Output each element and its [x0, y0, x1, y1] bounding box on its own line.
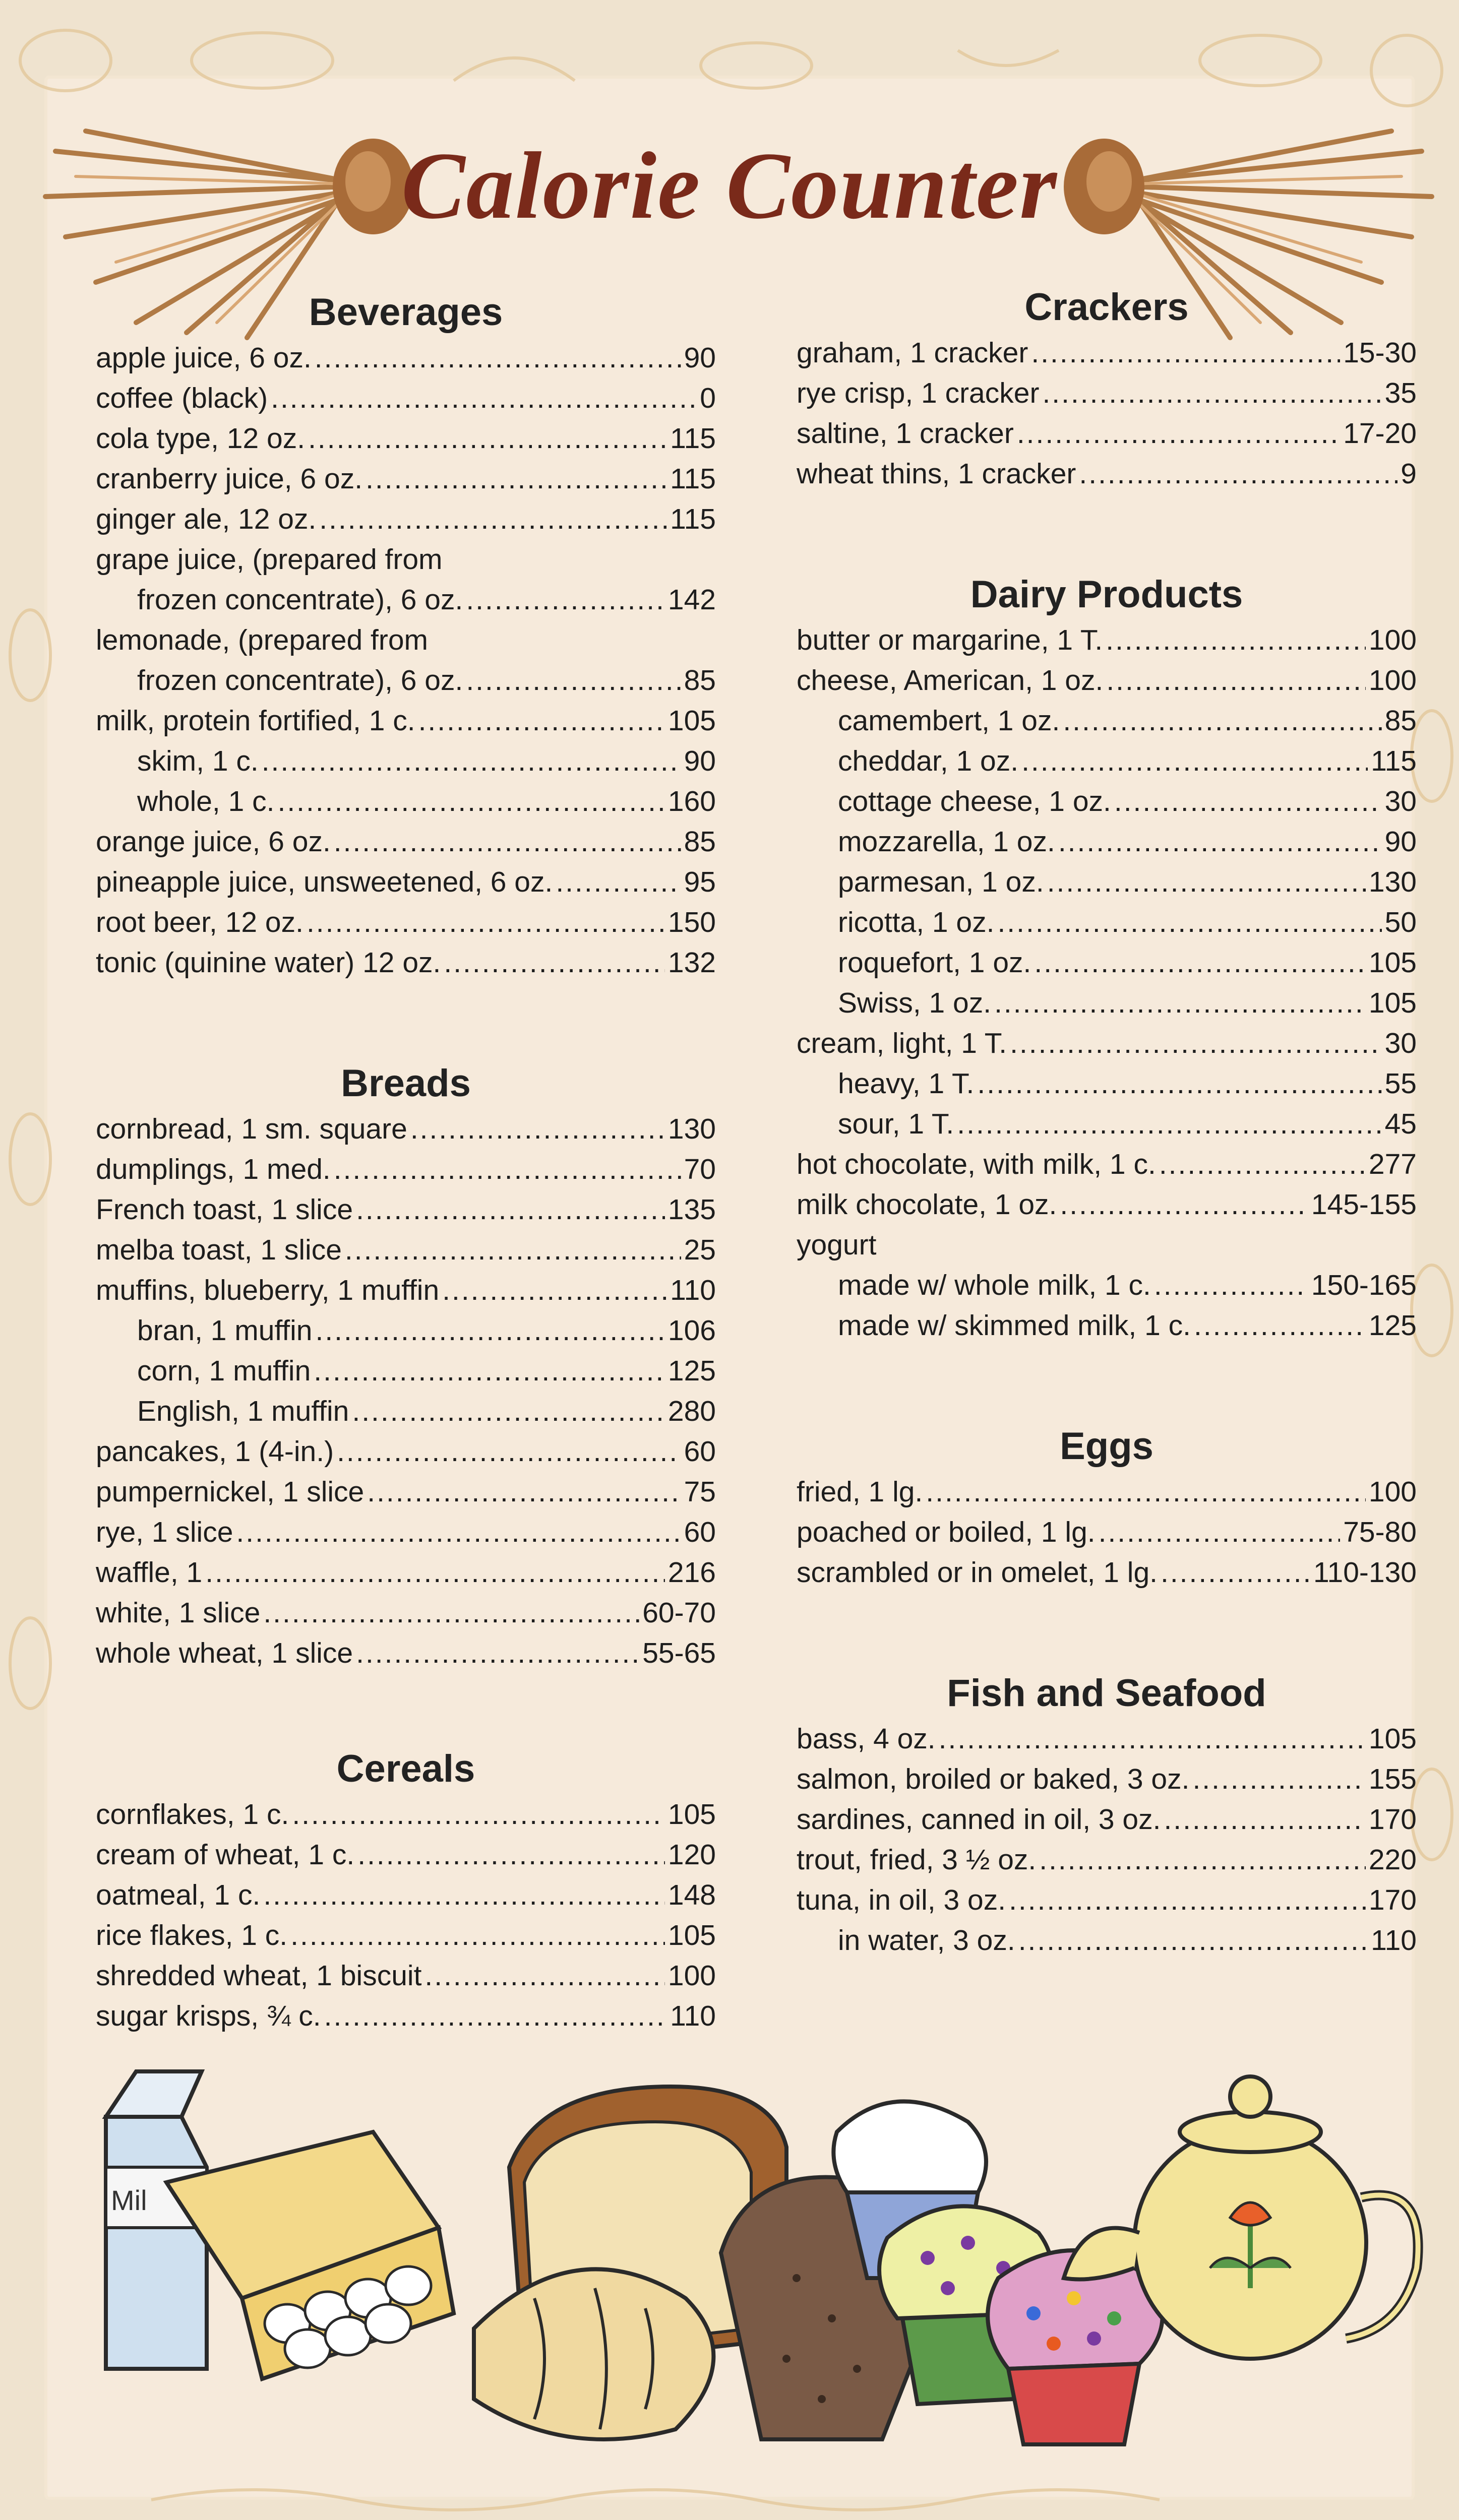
item-label: sugar krisps, ¾ c. — [96, 2000, 321, 2032]
calorie-value: 90 — [1384, 826, 1417, 858]
item-label: tuna, in oil, 3 oz. — [797, 1884, 1006, 1916]
dot-leader — [1010, 1023, 1381, 1063]
dot-leader — [277, 781, 664, 822]
calorie-value: 45 — [1384, 1108, 1417, 1140]
calorie-item — [96, 1835, 716, 1875]
dot-leader — [1106, 660, 1366, 701]
calorie-item — [797, 1920, 1417, 1961]
calorie-item — [96, 781, 716, 822]
section-dairy — [797, 570, 1417, 1346]
calorie-value: 220 — [1368, 1844, 1417, 1876]
calorie-item — [797, 620, 1417, 660]
calorie-item — [96, 1794, 716, 1835]
item-label: camembert, 1 oz. — [838, 705, 1060, 737]
dot-leader — [337, 1431, 681, 1472]
section-title-breads: Breads — [341, 1062, 471, 1105]
dot-leader — [442, 1270, 667, 1310]
calorie-value: 30 — [1384, 785, 1417, 817]
item-label: cornbread, 1 sm. square — [96, 1113, 407, 1145]
calorie-value: 110 — [1371, 1924, 1417, 1957]
item-label: rye, 1 slice — [96, 1516, 233, 1548]
dot-leader — [1194, 1305, 1366, 1346]
dot-leader — [1018, 1920, 1368, 1961]
calorie-value: 105 — [1368, 947, 1417, 979]
calorie-value: 75-80 — [1343, 1516, 1417, 1548]
item-label: cornflakes, 1 c. — [96, 1798, 289, 1831]
calorie-item — [797, 781, 1417, 822]
calorie-item — [96, 620, 716, 660]
calorie-value: 100 — [667, 1960, 716, 1992]
calorie-item — [797, 1512, 1417, 1552]
calorie-value: 60 — [684, 1516, 716, 1548]
calorie-item — [96, 741, 716, 781]
calorie-item — [96, 1472, 716, 1512]
item-label: scrambled or in omelet, 1 lg. — [797, 1556, 1158, 1589]
item-label: fried, 1 lg. — [797, 1476, 923, 1508]
dot-leader — [315, 1310, 664, 1351]
calorie-item — [96, 1593, 716, 1633]
dot-leader — [263, 1875, 665, 1915]
calorie-item — [797, 983, 1417, 1023]
calorie-value: 15-30 — [1343, 337, 1417, 369]
dot-leader — [1161, 1552, 1310, 1593]
item-label: wheat thins, 1 cracker — [797, 458, 1076, 490]
dot-leader — [334, 1149, 681, 1189]
section-breads — [96, 1058, 716, 1673]
calorie-item — [96, 338, 716, 378]
dot-leader — [444, 942, 665, 983]
calorie-item — [96, 1351, 716, 1391]
calorie-value: 100 — [1368, 1476, 1417, 1508]
calorie-value: 106 — [667, 1314, 716, 1347]
page-title: Calorie Counter — [401, 133, 1058, 239]
calorie-item — [797, 862, 1417, 902]
dot-leader — [1099, 1512, 1341, 1552]
dot-leader — [977, 1063, 1381, 1104]
item-label: made w/ whole milk, 1 c. — [838, 1269, 1151, 1301]
dot-leader — [1192, 1759, 1365, 1799]
dot-leader — [1017, 413, 1340, 454]
calorie-item — [797, 660, 1417, 701]
calorie-value: 125 — [667, 1355, 716, 1387]
dot-leader — [271, 378, 697, 418]
section-title-fish: Fish and Seafood — [947, 1672, 1266, 1715]
calorie-item — [797, 701, 1417, 741]
calorie-value: 110-130 — [1313, 1556, 1417, 1589]
dot-leader — [307, 902, 665, 942]
calorie-item — [96, 1875, 716, 1915]
item-label: pumpernickel, 1 slice — [96, 1476, 364, 1508]
dot-leader — [1031, 333, 1340, 373]
section-title-eggs: Eggs — [1060, 1425, 1153, 1468]
dot-leader — [334, 822, 681, 862]
dot-leader — [1034, 942, 1366, 983]
calorie-item — [797, 1104, 1417, 1144]
calorie-item — [797, 413, 1417, 454]
item-label: apple juice, 6 oz. — [96, 342, 312, 374]
calorie-value: 90 — [684, 342, 716, 374]
section-fish — [797, 1668, 1417, 1961]
item-label: French toast, 1 slice — [96, 1193, 353, 1226]
item-label: saltine, 1 cracker — [797, 417, 1014, 450]
item-label: bass, 4 oz. — [797, 1723, 936, 1755]
item-label: cheddar, 1 oz. — [838, 745, 1019, 777]
calorie-item — [96, 660, 716, 701]
calorie-value: 95 — [684, 866, 716, 898]
item-label: parmesan, 1 oz. — [838, 866, 1044, 898]
calorie-item — [797, 1552, 1417, 1593]
calorie-item — [797, 1265, 1417, 1305]
item-label: orange juice, 6 oz. — [96, 826, 331, 858]
calorie-item — [797, 333, 1417, 373]
food-illustration — [91, 2016, 1427, 2449]
calorie-value: 160 — [667, 785, 716, 817]
right-column — [797, 282, 1417, 1961]
item-label: mozzarella, 1 oz. — [838, 826, 1055, 858]
dot-leader — [1063, 701, 1381, 741]
item-label: whole wheat, 1 slice — [96, 1637, 353, 1669]
calorie-value: 132 — [667, 947, 716, 979]
item-label: root beer, 12 oz. — [96, 906, 303, 938]
croissant-icon — [474, 2269, 713, 2439]
dot-leader — [356, 1189, 665, 1230]
calorie-value: 115 — [670, 503, 716, 535]
item-label: lemonade, (prepared from — [96, 624, 429, 656]
calorie-item — [96, 701, 716, 741]
calorie-item — [797, 1063, 1417, 1104]
calorie-item — [797, 1880, 1417, 1920]
calorie-item — [797, 1759, 1417, 1799]
calorie-item — [96, 942, 716, 983]
calorie-item — [96, 539, 716, 580]
section-title-cereals: Cereals — [336, 1747, 475, 1790]
calorie-value: 90 — [684, 745, 716, 777]
calorie-item — [96, 1915, 716, 1956]
calorie-value: 115 — [1371, 745, 1417, 777]
dot-leader — [1047, 862, 1366, 902]
item-label: roquefort, 1 oz. — [838, 947, 1031, 979]
section-crackers — [797, 282, 1417, 494]
item-label: dumplings, 1 med. — [96, 1153, 331, 1185]
dot-leader — [205, 1552, 665, 1593]
calorie-item — [797, 1023, 1417, 1063]
dot-leader — [366, 459, 667, 499]
dot-leader — [263, 1593, 639, 1633]
dot-leader — [308, 418, 667, 459]
calorie-item — [797, 454, 1417, 494]
dot-leader — [1042, 373, 1381, 413]
calorie-value: 150 — [667, 906, 716, 938]
dot-leader — [236, 1512, 681, 1552]
dot-leader — [1079, 454, 1397, 494]
milk-label: Mil — [111, 2184, 147, 2216]
dot-leader — [345, 1230, 681, 1270]
calorie-item — [797, 902, 1417, 942]
calorie-value: 105 — [667, 1919, 716, 1951]
dot-leader — [939, 1719, 1366, 1759]
calorie-value: 70 — [684, 1153, 716, 1185]
calorie-item — [797, 741, 1417, 781]
item-label: frozen concentrate), 6 oz. — [137, 664, 463, 697]
calorie-value: 130 — [667, 1113, 716, 1145]
calorie-value: 105 — [1368, 987, 1417, 1019]
calorie-value: 148 — [667, 1879, 716, 1911]
item-label: corn, 1 muffin — [137, 1355, 311, 1387]
calorie-item — [96, 1310, 716, 1351]
calorie-item — [797, 373, 1417, 413]
calorie-item — [96, 378, 716, 418]
calorie-value: 0 — [700, 382, 716, 414]
item-label: pineapple juice, unsweetened, 6 oz. — [96, 866, 553, 898]
dot-leader — [367, 1472, 681, 1512]
dot-leader — [1021, 741, 1368, 781]
calorie-item — [797, 1472, 1417, 1512]
calorie-item — [96, 1552, 716, 1593]
dot-leader — [1114, 781, 1382, 822]
dot-leader — [957, 1104, 1381, 1144]
calorie-item — [797, 822, 1417, 862]
dot-leader — [418, 701, 665, 741]
calorie-value: 85 — [684, 664, 716, 697]
item-label: poached or boiled, 1 lg. — [797, 1516, 1096, 1548]
dot-leader — [1009, 1880, 1366, 1920]
calorie-item — [96, 1189, 716, 1230]
item-label: coffee (black) — [96, 382, 268, 414]
calorie-value: 60 — [684, 1435, 716, 1468]
item-label: grape juice, (prepared from — [96, 543, 443, 576]
item-label: oatmeal, 1 c. — [96, 1879, 261, 1911]
item-label: cola type, 12 oz. — [96, 422, 306, 455]
calorie-item — [797, 1305, 1417, 1346]
calorie-item — [96, 1270, 716, 1310]
item-label: hot chocolate, with milk, 1 c. — [797, 1148, 1156, 1180]
calorie-value: 75 — [684, 1476, 716, 1508]
item-label: trout, fried, 3 ½ oz. — [797, 1844, 1037, 1876]
calorie-item — [797, 1840, 1417, 1880]
calorie-value: 60-70 — [642, 1597, 716, 1629]
calorie-value: 170 — [1368, 1803, 1417, 1836]
item-label: white, 1 slice — [96, 1597, 261, 1629]
item-label: milk chocolate, 1 oz. — [797, 1188, 1057, 1221]
dot-leader — [352, 1391, 665, 1431]
calorie-value: 105 — [1368, 1723, 1417, 1755]
item-label: milk, protein fortified, 1 c. — [96, 705, 415, 737]
section-title-crackers: Crackers — [1024, 286, 1189, 329]
calorie-value: 9 — [1401, 458, 1417, 490]
calorie-item — [797, 1719, 1417, 1759]
dot-leader — [410, 1109, 665, 1149]
dot-leader — [997, 902, 1381, 942]
calorie-item — [96, 1391, 716, 1431]
calorie-item — [96, 1633, 716, 1673]
calorie-value: 280 — [667, 1395, 716, 1427]
calorie-value: 170 — [1368, 1884, 1417, 1916]
calorie-item — [96, 499, 716, 539]
item-label: rye crisp, 1 cracker — [797, 377, 1040, 409]
section-beverages — [96, 287, 716, 983]
item-label: waffle, 1 — [96, 1556, 203, 1589]
calorie-value: 145-155 — [1311, 1188, 1417, 1221]
calorie-value: 55 — [1384, 1067, 1417, 1100]
dot-leader — [994, 983, 1366, 1023]
calorie-value: 100 — [1368, 664, 1417, 697]
dot-leader — [1106, 620, 1366, 660]
calorie-item — [96, 902, 716, 942]
calorie-item — [797, 942, 1417, 983]
dot-leader — [1060, 1184, 1308, 1225]
dot-leader — [1154, 1265, 1308, 1305]
dot-leader — [315, 338, 681, 378]
section-cereals — [96, 1744, 716, 2036]
calorie-item — [797, 1144, 1417, 1184]
calorie-value: 110 — [670, 1274, 716, 1306]
item-label: cream, light, 1 T. — [797, 1027, 1007, 1059]
calorie-value: 85 — [684, 826, 716, 858]
dot-leader — [292, 1794, 665, 1835]
section-title-beverages: Beverages — [309, 291, 503, 334]
calorie-value: 125 — [1368, 1309, 1417, 1342]
item-label: sour, 1 T. — [838, 1108, 954, 1140]
item-label: English, 1 muffin — [137, 1395, 349, 1427]
dot-leader — [1164, 1799, 1365, 1840]
item-label: sardines, canned in oil, 3 oz. — [797, 1803, 1161, 1836]
calorie-value: 25 — [684, 1234, 716, 1266]
dot-leader — [314, 1351, 665, 1391]
calorie-value: 105 — [667, 1798, 716, 1831]
calorie-value: 150-165 — [1311, 1269, 1417, 1301]
left-column — [96, 287, 716, 2036]
item-label: bran, 1 muffin — [137, 1314, 313, 1347]
item-label: pancakes, 1 (4-in.) — [96, 1435, 334, 1468]
item-label: cottage cheese, 1 oz. — [838, 785, 1111, 817]
calorie-item — [96, 1109, 716, 1149]
egg-carton-icon — [166, 2132, 454, 2379]
calorie-item — [96, 1230, 716, 1270]
calorie-value: 50 — [1384, 906, 1417, 938]
item-label: cheese, American, 1 oz. — [797, 664, 1104, 697]
calorie-item — [96, 822, 716, 862]
item-label: Swiss, 1 oz. — [838, 987, 992, 1019]
calorie-item — [797, 1184, 1417, 1225]
calorie-value: 216 — [667, 1556, 716, 1589]
calorie-value: 130 — [1368, 866, 1417, 898]
calorie-item — [96, 459, 716, 499]
calorie-value: 35 — [1384, 377, 1417, 409]
item-label: ginger ale, 12 oz. — [96, 503, 317, 535]
calorie-value: 55-65 — [642, 1637, 716, 1669]
dot-leader — [262, 741, 681, 781]
calorie-value: 105 — [667, 705, 716, 737]
calorie-value: 155 — [1368, 1763, 1417, 1795]
item-label: melba toast, 1 slice — [96, 1234, 342, 1266]
dot-leader — [357, 1835, 665, 1875]
item-label: whole, 1 c. — [137, 785, 275, 817]
item-label: shredded wheat, 1 biscuit — [96, 1960, 422, 1992]
calorie-item — [96, 862, 716, 902]
dot-leader — [290, 1915, 665, 1956]
dot-leader — [319, 499, 667, 539]
dot-leader — [1058, 822, 1382, 862]
dot-leader — [926, 1472, 1366, 1512]
dot-leader — [556, 862, 681, 902]
calorie-value: 135 — [667, 1193, 716, 1226]
calorie-value: 85 — [1384, 705, 1417, 737]
item-label: skim, 1 c. — [137, 745, 259, 777]
calorie-item — [96, 1149, 716, 1189]
item-label: cranberry juice, 6 oz. — [96, 463, 363, 495]
calorie-value: 30 — [1384, 1027, 1417, 1059]
dot-leader — [466, 660, 681, 701]
calorie-value: 110 — [670, 2000, 716, 2032]
item-label: cream of wheat, 1 c. — [96, 1839, 355, 1871]
item-label: ricotta, 1 oz. — [838, 906, 995, 938]
dot-leader — [424, 1956, 664, 1996]
item-label: tonic (quinine water) 12 oz. — [96, 947, 441, 979]
calorie-value: 277 — [1368, 1148, 1417, 1180]
calorie-item — [797, 1225, 1417, 1265]
calorie-value: 100 — [1368, 624, 1417, 656]
item-label: salmon, broiled or baked, 3 oz. — [797, 1763, 1190, 1795]
item-label: graham, 1 cracker — [797, 337, 1028, 369]
item-label: rice flakes, 1 c. — [96, 1919, 288, 1951]
section-title-dairy: Dairy Products — [970, 573, 1243, 616]
calorie-value: 115 — [670, 422, 716, 455]
calorie-value: 120 — [667, 1839, 716, 1871]
calorie-item — [96, 580, 716, 620]
item-label: yogurt — [797, 1229, 877, 1261]
dot-leader — [1159, 1144, 1366, 1184]
section-eggs — [797, 1421, 1417, 1593]
dot-leader — [466, 580, 665, 620]
calorie-item — [96, 1431, 716, 1472]
calorie-value: 142 — [667, 584, 716, 616]
calorie-value: 115 — [670, 463, 716, 495]
calorie-item — [96, 1956, 716, 1996]
calorie-item — [96, 418, 716, 459]
item-label: butter or margarine, 1 T. — [797, 624, 1103, 656]
item-label: frozen concentrate), 6 oz. — [137, 584, 463, 616]
item-label: muffins, blueberry, 1 muffin — [96, 1274, 440, 1306]
calorie-value: 17-20 — [1343, 417, 1417, 450]
dot-leader — [356, 1633, 639, 1673]
item-label: heavy, 1 T. — [838, 1067, 975, 1100]
dot-leader — [1039, 1840, 1366, 1880]
item-label: made w/ skimmed milk, 1 c. — [838, 1309, 1191, 1342]
item-label: in water, 3 oz. — [838, 1924, 1015, 1957]
calorie-item — [96, 1512, 716, 1552]
calorie-item — [797, 1799, 1417, 1840]
